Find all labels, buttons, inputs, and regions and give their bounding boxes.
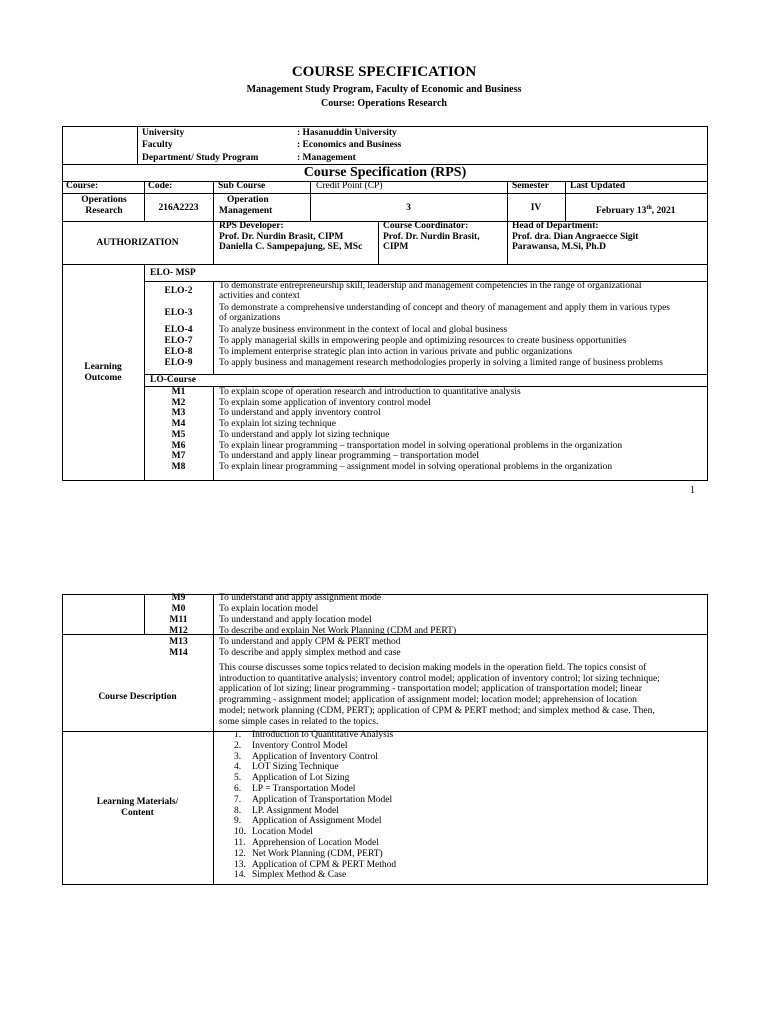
material-item: Application of Inventory Control bbox=[252, 751, 378, 762]
material-item: Application of CPM & PERT Method bbox=[252, 859, 397, 870]
material-item: Location Model bbox=[252, 827, 313, 838]
rps-title: Course Specification (RPS) bbox=[303, 165, 467, 180]
info-value-department: : Management bbox=[297, 153, 356, 163]
course-header-credit: Credit Point (CP) bbox=[316, 181, 383, 191]
lo-text: To understand and apply inventory control bbox=[219, 408, 381, 419]
lo-text: To understand and apply CPM & PERT method bbox=[219, 637, 401, 647]
lo-text: To describe and explain Net Work Planning (CDM and PERT) bbox=[219, 626, 457, 636]
lo-code: M11 bbox=[169, 615, 188, 625]
material-number: 10. bbox=[234, 827, 246, 838]
material-item: Apprehension of Location Model bbox=[252, 838, 379, 848]
material-item: LP = Transportation Model bbox=[252, 784, 356, 794]
lo-code: M5 bbox=[171, 429, 186, 440]
lo-code: M14 bbox=[169, 648, 188, 658]
course-name: Operations Research bbox=[81, 195, 127, 216]
lo-code: M12 bbox=[169, 626, 188, 636]
info-label-faculty: Faculty bbox=[142, 140, 173, 150]
document-subtitle: Management Study Program, Faculty of Economic and Business bbox=[246, 84, 522, 95]
material-item: Application of Lot Sizing bbox=[252, 773, 350, 784]
rps-developer-line2: Daniella C. Sampepajung, SE, MSc bbox=[219, 242, 363, 252]
lo-course-header: LO-Course bbox=[150, 375, 196, 385]
material-number: 9. bbox=[234, 816, 242, 827]
material-number: 4. bbox=[234, 762, 242, 773]
lo-text: To explain linear programming – transportation model in solving operational problems in the organization bbox=[219, 440, 623, 451]
course-header-semester: Semester bbox=[512, 181, 549, 191]
material-item: Inventory Control Model bbox=[252, 740, 348, 751]
lo-text: To explain location model bbox=[219, 604, 319, 614]
lo-code: M8 bbox=[171, 461, 186, 472]
elo-text: To demonstrate a comprehensive understanding of concept and theory of management and apply them in various types bbox=[219, 303, 670, 313]
material-number: 14. bbox=[234, 870, 246, 881]
material-number: 1. bbox=[234, 730, 242, 740]
head-line1: Prof. dra. Dian Angraecce Sigit bbox=[512, 232, 639, 242]
lo-code: M2 bbox=[171, 397, 186, 408]
course-header-code: Code: bbox=[148, 181, 173, 191]
material-number: 3. bbox=[234, 751, 242, 762]
lo-text: To explain linear programming – assignment model in solving operational problems in the organization bbox=[219, 461, 613, 472]
head-line2: Parawansa, M.Si, Ph.D bbox=[512, 242, 606, 252]
lo-code: M0 bbox=[171, 604, 186, 614]
material-item: Net Work Planning (CDM, PERT) bbox=[252, 848, 383, 859]
elo-text: To implement enterprise strategic plan into action in various private and public organizations bbox=[219, 347, 573, 357]
info-label-university: University bbox=[142, 128, 185, 138]
elo-text-cont: of organizations bbox=[219, 313, 281, 323]
material-number: 11. bbox=[234, 838, 246, 848]
elo-text: To analyze business environment in the context of local and global business bbox=[219, 325, 508, 335]
lo-code: M7 bbox=[171, 451, 186, 462]
elo-text-cont: activities and context bbox=[219, 291, 300, 301]
rps-developer-title: RPS Developer: bbox=[219, 221, 284, 231]
learning-outcome-label: Learning Outcome bbox=[84, 362, 122, 383]
elo-text: To demonstrate entrepreneurship skill, leadership and management competencies in the range of organizational bbox=[219, 281, 642, 291]
course-description-line: This course discusses some topics related to decision making models in the operation field. The topics consist of bbox=[219, 663, 647, 673]
course-description-line: some simple cases in related to the topics. bbox=[219, 716, 379, 727]
material-number: 6. bbox=[234, 784, 242, 794]
coordinator-line2: CIPM bbox=[383, 242, 409, 252]
credit-point: 3 bbox=[406, 203, 411, 213]
lo-code: M1 bbox=[171, 387, 186, 397]
elo-text: To apply managerial skills in empowering people and optimizing resources to create business opportunities bbox=[219, 336, 627, 346]
material-item: Application of Assignment Model bbox=[252, 816, 382, 827]
lo-text: To explain lot sizing technique bbox=[219, 419, 337, 430]
elo-code: ELO-8 bbox=[164, 347, 193, 357]
head-title: Head of Department: bbox=[512, 221, 599, 231]
elo-header: ELO- MSP bbox=[150, 268, 196, 278]
material-item: LOT Sizing Technique bbox=[252, 762, 339, 773]
material-item: Introduction to Quantitative Analysis bbox=[252, 730, 394, 740]
lo-text: To describe and apply simplex method and case bbox=[219, 648, 401, 658]
info-value-faculty: : Economics and Business bbox=[297, 140, 402, 150]
lo-code: M4 bbox=[171, 419, 186, 430]
lo-text: To explain scope of operation research and introduction to quantitative analysis bbox=[219, 387, 521, 397]
course-description-line: model; network planning (CDM, PERT); application of CPM & PERT method; and simplex method & case. Then, bbox=[219, 705, 655, 716]
course-description-line: application of lot sizing; linear programming - transportation model; application of transportation model; linear bbox=[219, 684, 642, 695]
elo-code: ELO-4 bbox=[164, 325, 193, 335]
material-item: LP. Assignment Model bbox=[252, 805, 339, 816]
semester: IV bbox=[530, 203, 542, 213]
material-item: Application of Transportation Model bbox=[252, 794, 393, 805]
elo-code: ELO-3 bbox=[164, 308, 193, 318]
material-number: 2. bbox=[234, 740, 242, 751]
lo-code: M3 bbox=[171, 408, 186, 419]
elo-code: ELO-2 bbox=[164, 286, 193, 296]
elo-code: ELO-7 bbox=[164, 336, 193, 346]
course-line: Course: Operations Research bbox=[321, 98, 447, 109]
rps-developer-line1: Prof. Dr. Nurdin Brasit, CIPM bbox=[219, 232, 344, 242]
lo-text: To understand and apply linear programming – transportation model bbox=[219, 451, 479, 462]
course-description-label: Course Description bbox=[98, 692, 177, 702]
elo-text: To apply business and management research methodologies properly in solving a limited range of business problems bbox=[219, 358, 663, 368]
last-updated: February 13th, 2021 bbox=[596, 205, 676, 217]
lo-code: M13 bbox=[169, 637, 188, 647]
material-number: 7. bbox=[234, 794, 242, 805]
coordinator-line1: Prof. Dr. Nurdin Brasit, bbox=[383, 232, 480, 242]
lo-code: M9 bbox=[171, 593, 186, 603]
info-value-university: : Hasanuddin University bbox=[297, 128, 397, 138]
page-number: 1 bbox=[690, 485, 695, 496]
lo-text: To explain some application of inventory control model bbox=[219, 397, 431, 408]
learning-materials-label: Learning Materials/ Content bbox=[96, 797, 179, 818]
material-number: 12. bbox=[234, 848, 246, 859]
elo-code: ELO-9 bbox=[164, 358, 193, 368]
lo-text: To understand and apply assignment mode bbox=[219, 593, 382, 603]
document-title: COURSE SPECIFICATION bbox=[291, 64, 477, 80]
lo-code: M6 bbox=[171, 440, 186, 451]
course-header-updated: Last Updated bbox=[570, 181, 626, 191]
lo-text: To understand and apply location model bbox=[219, 615, 372, 625]
authorization-label: AUTHORIZATION bbox=[96, 238, 179, 248]
coordinator-title: Course Coordinator: bbox=[383, 221, 469, 231]
course-header-subcourse: Sub Course bbox=[218, 181, 266, 191]
sub-course: Operation Management bbox=[219, 195, 273, 216]
course-description-line: programming - assignment model; application of assignment model; location model; apprehension of location bbox=[219, 695, 637, 706]
course-description-line: introduction to quantitative analysis; inventory control model; application of inventory control; lot sizing technique; bbox=[219, 673, 660, 684]
lo-text: To understand and apply lot sizing technique bbox=[219, 429, 390, 440]
material-number: 8. bbox=[234, 805, 242, 816]
course-code: 216A2223 bbox=[158, 203, 199, 213]
material-number: 5. bbox=[234, 773, 242, 784]
material-number: 13. bbox=[234, 859, 246, 870]
material-item: Simplex Method & Case bbox=[252, 870, 347, 881]
info-label-department: Department/ Study Program bbox=[142, 153, 259, 163]
course-header-course: Course: bbox=[66, 181, 99, 191]
